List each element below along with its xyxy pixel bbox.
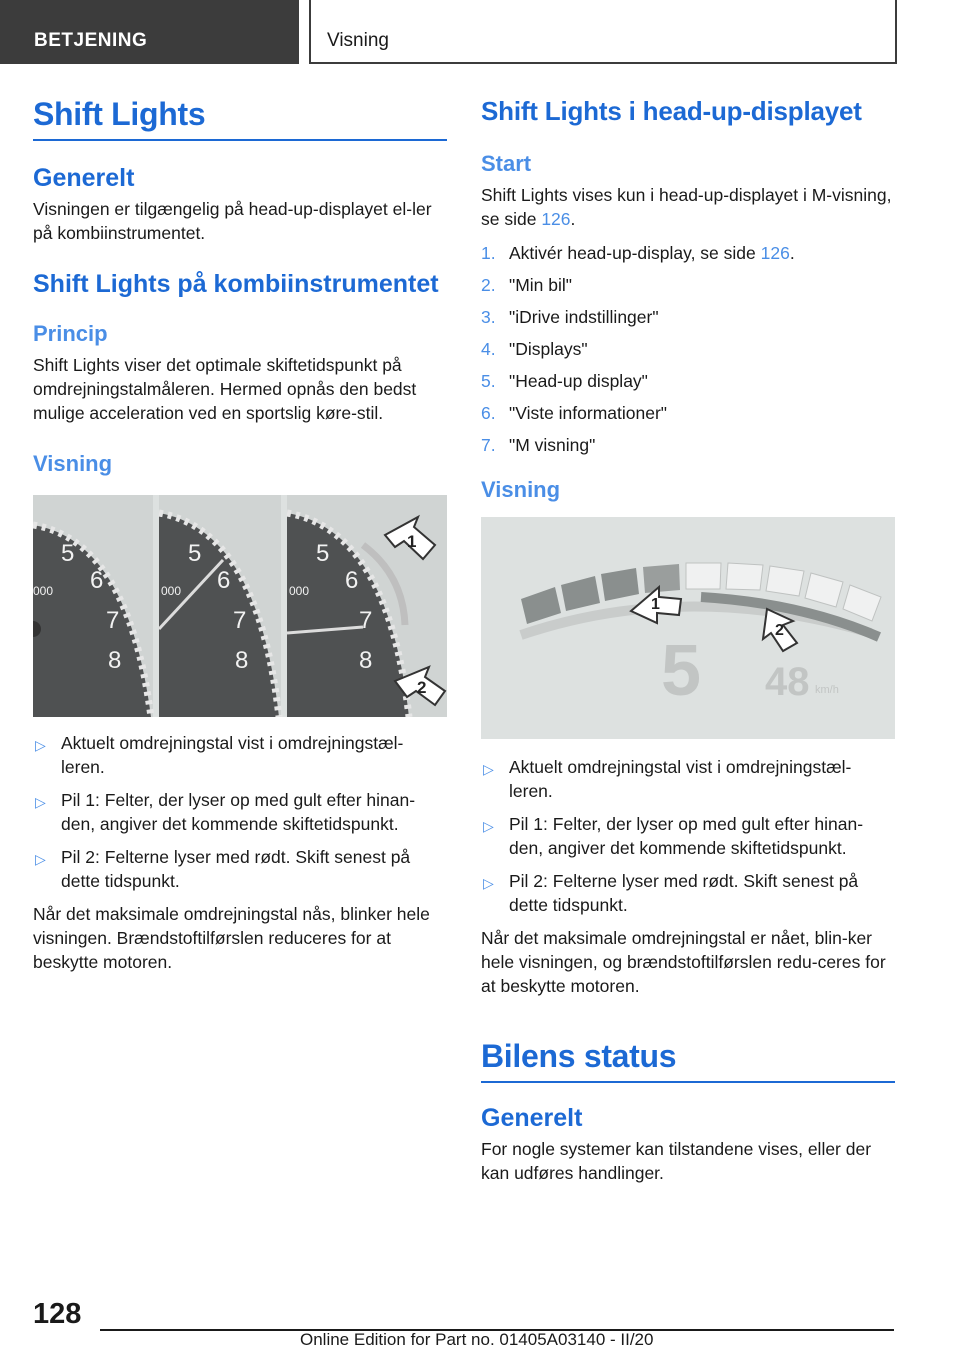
steps-list: [481, 241, 895, 457]
page-link[interactable]: 126: [760, 243, 790, 263]
kombi-heading: Shift Lights på kombiinstrumentet: [33, 270, 439, 298]
gauge-number: 6: [90, 567, 104, 594]
list-item: 5. "Head-up display": [481, 371, 648, 391]
gauge-number: 7: [106, 607, 120, 634]
gauge-number: 000: [161, 584, 182, 598]
triangle-icon: ▷: [483, 875, 494, 891]
visning-heading: Visning: [481, 477, 561, 502]
tachometer-figure: [33, 495, 447, 717]
hud-gear: 5: [661, 631, 702, 711]
subsection-tab: [309, 0, 897, 64]
hud-speed: 48: [765, 660, 810, 704]
arrow-label: 2: [775, 622, 784, 639]
gauge-number: 000: [289, 584, 310, 598]
section-label: BETJENING: [34, 30, 148, 51]
list-item: ▷ Pil 1: Felter, der lyser op med gult efter hinan‐den, angiver det kommende skiftetidspunkt.: [35, 790, 416, 834]
triangle-icon: ▷: [35, 851, 46, 867]
princip-text: Shift Lights viser det optimale skiftetidspunkt på omdrejningstalmåleren. Hermed opnås den bedst mulige acceleration ved en sportslig køre‐stil.: [33, 355, 417, 423]
gauge-number: 000: [33, 584, 54, 598]
tachometer-gauge-1: [33, 495, 153, 717]
hud-figure: [481, 517, 895, 739]
arrow-label: 1: [407, 532, 417, 551]
list-item: ▷ Pil 2: Felterne lyser med rødt. Skift senest på dette tidspunkt.: [483, 871, 859, 915]
status-text: For nogle systemer kan tilstandene vises, eller der kan udføres handlinger.: [481, 1139, 872, 1183]
list-item: ▷ Aktuelt omdrejningstal vist i omdrejningstæl‐leren.: [35, 733, 404, 777]
status-heading: Generelt: [481, 1104, 583, 1132]
generelt-text: Visningen er tilgængelig på head-up-displayet el‐ler på kombiinstrumentet.: [33, 199, 432, 243]
gauge-number: 5: [316, 540, 330, 567]
list-item: 2. "Min bil": [481, 275, 572, 295]
list-item: ▷ Pil 1: Felter, der lyser op med gult efter hinan‐den, angiver det kommende skiftetidspunkt.: [483, 814, 864, 858]
page-title: Shift Lights: [33, 96, 447, 141]
triangle-icon: ▷: [483, 818, 494, 834]
right-bullet-list: [481, 755, 895, 917]
status-title: Bilens status: [481, 1038, 895, 1083]
start-heading: Start: [481, 151, 532, 176]
triangle-icon: ▷: [35, 794, 46, 810]
list-item: 1. Aktivér head-up-display, se side 126.: [481, 243, 795, 263]
gauge-number: 8: [359, 647, 373, 674]
triangle-icon: ▷: [35, 737, 46, 753]
visning-heading: Visning: [33, 451, 113, 476]
left-bullet-list: [33, 731, 447, 893]
gauge-number: 8: [235, 647, 249, 674]
gauge-number: 7: [359, 607, 373, 634]
arrow-label: 1: [651, 596, 660, 613]
right-column: [481, 96, 895, 1185]
tachometer-gauge-3: [287, 495, 447, 717]
footer-edition: Online Edition for Part no. 01405A03140 - II/20: [300, 1330, 654, 1349]
list-item: 3. "iDrive indstillinger": [481, 307, 659, 327]
page-link[interactable]: 126: [541, 209, 571, 229]
list-item: ▷ Pil 2: Felterne lyser med rødt. Skift senest på dette tidspunkt.: [35, 847, 411, 891]
list-item: 7. "M visning": [481, 435, 596, 455]
list-item: 4. "Displays": [481, 339, 588, 359]
list-item: ▷ Aktuelt omdrejningstal vist i omdrejningstæl‐leren.: [483, 757, 852, 801]
gauge-number: 5: [61, 540, 75, 567]
gauge-number: 6: [217, 567, 231, 594]
left-column: [33, 96, 447, 974]
gauge-number: 6: [345, 567, 359, 594]
start-text: Shift Lights vises kun i head-up-displayet i M-visning, se side 126.: [481, 185, 892, 229]
arrow-label: 2: [417, 678, 427, 697]
hud-title: Shift Lights i head-up-displayet: [481, 96, 862, 126]
subsection-label: Visning: [327, 30, 389, 51]
gauge-number: 7: [233, 607, 247, 634]
section-tab: [0, 0, 299, 64]
left-closing-text: Når det maksimale omdrejningstal nås, blinker hele visningen. Brændstoftilførslen reduceres for at beskytte motoren.: [33, 904, 430, 972]
triangle-icon: ▷: [483, 761, 494, 777]
generelt-heading: Generelt: [33, 164, 135, 192]
right-closing-text: Når det maksimale omdrejningstal er nået, blin‐ker hele visningen, og brændstoftilførslen redu‐ceres for at beskytte motoren.: [481, 928, 886, 996]
gauge-number: 5: [188, 540, 202, 567]
princip-heading: Princip: [33, 321, 108, 346]
list-item: 6. "Viste informationer": [481, 403, 668, 423]
hud-speed-unit: km/h: [815, 684, 839, 696]
gauge-number: 8: [108, 647, 122, 674]
tachometer-gauge-2: [159, 495, 281, 717]
page-number: 128: [33, 1298, 82, 1330]
